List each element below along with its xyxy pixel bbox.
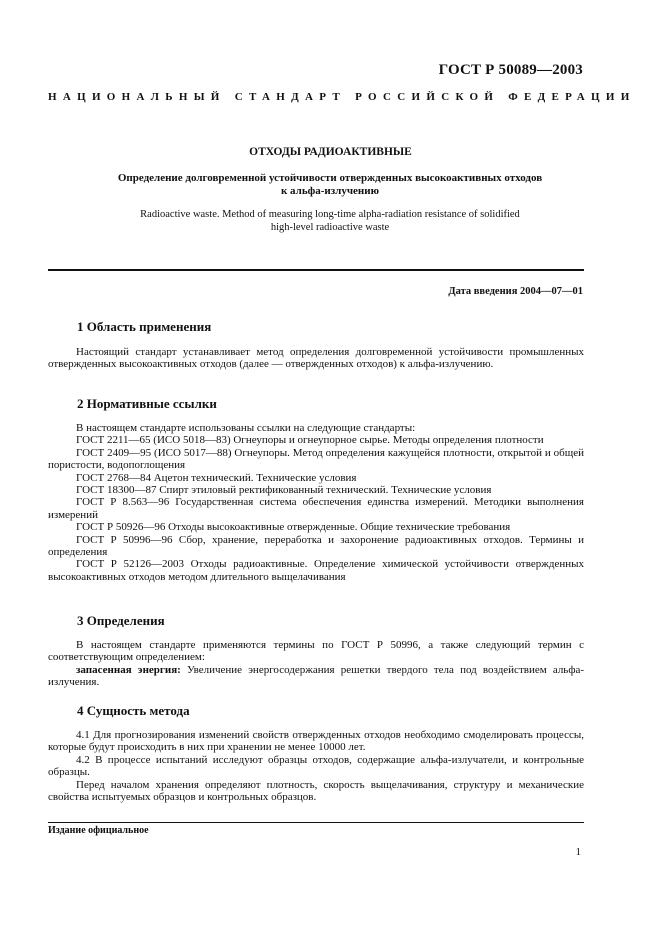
reference-item: ГОСТ 2768—84 Ацетон технический. Технические условия <box>76 471 357 484</box>
paragraph: 4.1 Для прогнозирования изменений свойств отвержденных отходов необходимо смоделировать процессы, которые будут происходить в них при хранении не менее 10000 лет. <box>48 729 584 754</box>
definition <box>48 664 584 689</box>
paragraph: 4.2 В процессе испытаний исследуют образцы отходов, содержащие альфа-излучатели, и контрольные образцы. <box>48 753 584 779</box>
section-3-text <box>48 639 584 689</box>
paragraph: Настоящий стандарт устанавливает метод определения долговременной устойчивости промышленных отвержденных высокоактивных отходов (далее — отвержденных отходов) к альфа-излучению. <box>48 346 584 371</box>
document-subtitle <box>80 172 580 198</box>
national-standard-caption: НАЦИОНАЛЬНЫЙ СТАНДАРТ РОССИЙСКОЙ ФЕДЕРАЦИИ <box>48 91 636 103</box>
introduction-date: Дата введения 2004—07—01 <box>448 286 583 297</box>
term-definition: Увеличение энергосодержания решетки твердого тела под воздействием альфа-излучения. <box>48 663 585 689</box>
english-title <box>90 209 570 234</box>
reference-item: ГОСТ 2409—95 (ИСО 5017—88) Огнеупоры. Метод определения кажущейся плотности, открытой и общей пористости, водопоглощения <box>48 446 584 472</box>
section-4-text <box>48 729 584 803</box>
reference-item: ГОСТ Р 52126—2003 Отходы радиоактивные. Определение химической устойчивости отвержденных высокоактивных отходов методом длительного выщелачивания <box>48 558 584 583</box>
section-4-heading: 4 Сущность метода <box>77 703 190 718</box>
gost-number: ГОСТ Р 50089—2003 <box>438 62 583 78</box>
reference-item: ГОСТ Р 50926—96 Отходы высокоактивные отвержденные. Общие технические требования <box>76 521 511 534</box>
reference-item: ГОСТ Р 50996—96 Сбор, хранение, переработка и захоронение радиоактивных отходов. Термины и определения <box>48 533 584 559</box>
title-divider <box>48 269 584 271</box>
section-3-heading: 3 Определения <box>77 613 165 628</box>
reference-item: ГОСТ 2211—65 (ИСО 5018—83) Огнеупоры и огнеупорное сырье. Методы определения плотности <box>76 434 544 447</box>
paragraph: В настоящем стандарте применяются термины по ГОСТ Р 50996, а также следующий термин с соответствующим определением: <box>48 639 584 664</box>
reference-item: ГОСТ 18300—87 Спирт этиловый ректификованный технический. Технические условия <box>76 484 492 497</box>
term: запасенная энергия: <box>76 663 181 676</box>
edition-note: Издание официальное <box>48 825 149 836</box>
reference-item: ГОСТ Р 8.563—96 Государственная система обеспечения единства измерений. Методики выполнения измерений <box>48 496 584 521</box>
paragraph: В настоящем стандарте использованы ссылки на следующие стандарты: <box>76 422 416 434</box>
section-2-heading: 2 Нормативные ссылки <box>77 396 217 411</box>
paragraph: Перед началом хранения определяют плотность, скорость выщелачивания, структуру и механические свойства испытуемых образцов и контрольных образцов. <box>48 778 584 804</box>
english-title-line: high-level radioactive waste <box>270 221 390 233</box>
section-2-references <box>48 422 584 583</box>
section-1-text <box>48 346 584 371</box>
subtitle-line: к альфа-излучению <box>280 185 380 197</box>
page-number: 1 <box>575 846 581 858</box>
section-1-heading: 1 Область применения <box>77 319 212 334</box>
footer-divider <box>48 822 584 823</box>
subtitle-line: Определение долговременной устойчивости отвержденных высокоактивных отходов <box>117 172 543 184</box>
document-title: ОТХОДЫ РАДИОАКТИВНЫЕ <box>249 146 412 158</box>
english-title-line: Radioactive waste. Method of measuring long-time alpha-radiation resistance of solidified <box>140 209 520 220</box>
